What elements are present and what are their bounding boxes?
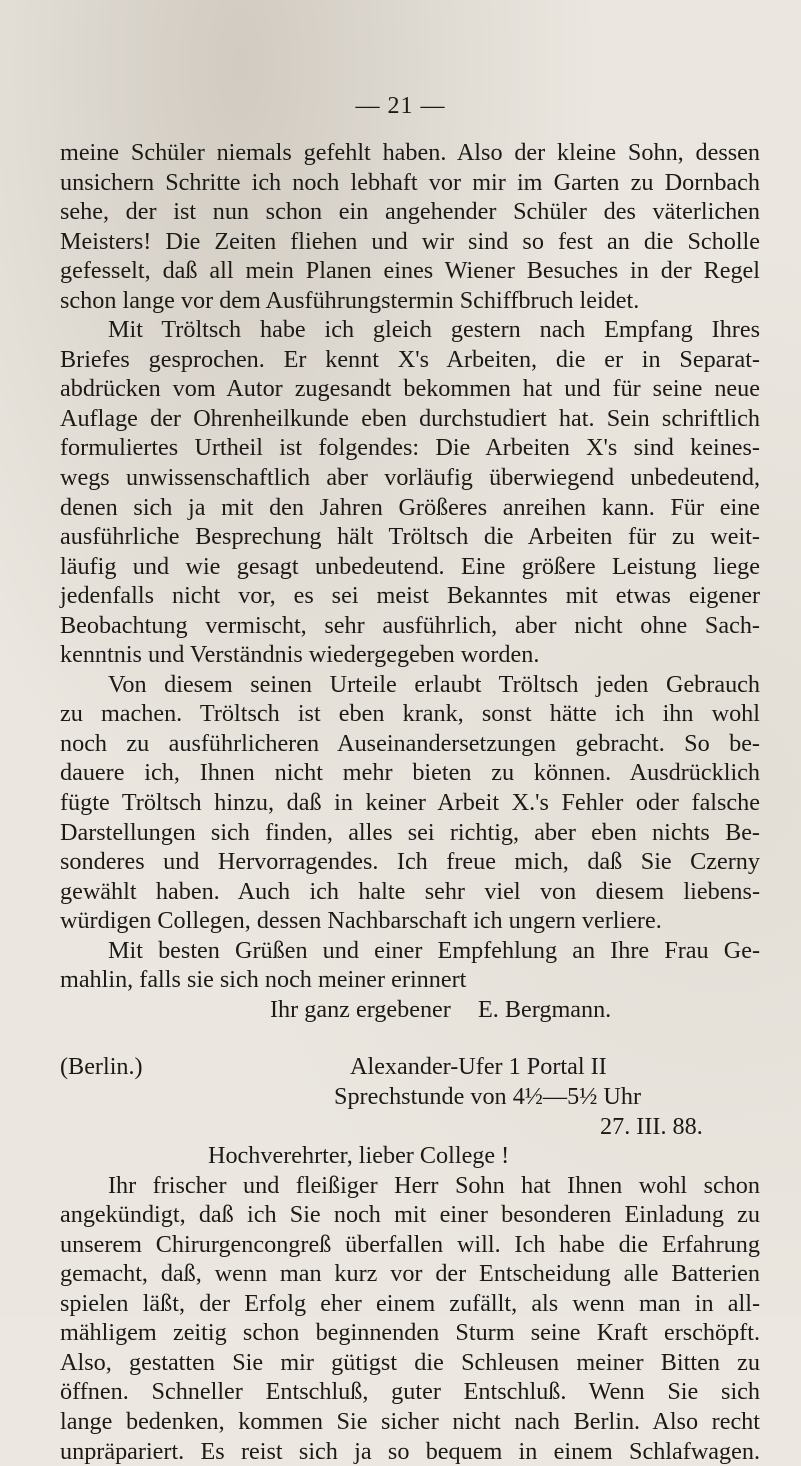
text-line: sonderes und Hervorragendes. Ich freue mich, daß Sie Czerny bbox=[60, 848, 760, 876]
header-line-2 bbox=[60, 1082, 760, 1112]
letter-text bbox=[60, 138, 760, 1466]
text-line: noch zu ausführlicheren Auseinandersetzungen gebracht. So be- bbox=[60, 729, 760, 757]
text-line: Mit besten Grüßen und einer Empfehlung an Ihre Frau Ge- bbox=[108, 936, 760, 964]
header-line-3 bbox=[60, 1112, 760, 1142]
paragraph-1 bbox=[60, 138, 760, 315]
paragraph-2 bbox=[60, 315, 760, 670]
text-line: Von diesem seinen Urteile erlaubt Tröltsch jeden Gebrauch bbox=[108, 670, 760, 698]
signature: E. Bergmann. bbox=[478, 995, 612, 1023]
text-line: unsichern Schritte ich noch lebhaft vor mir im Garten zu Dornbach bbox=[60, 168, 760, 196]
text-line: formuliertes Urtheil ist folgendes: Die Arbeiten X's sind keines- bbox=[60, 434, 760, 462]
letter-2-header bbox=[60, 1052, 760, 1170]
closing-phrase: Ihr ganz ergebener bbox=[270, 995, 451, 1023]
text-line: ausführliche Besprechung hält Tröltsch die Arbeiten für zu weit- bbox=[60, 523, 760, 551]
letter-separator bbox=[60, 1024, 760, 1052]
text-line: lange bedenken, kommen Sie sicher nicht nach Berlin. Also recht bbox=[60, 1407, 760, 1435]
text-line: würdigen Collegen, dessen Nachbarschaft ich ungern verliere. bbox=[60, 907, 662, 935]
text-line: sehe, der ist nun schon ein angehender Schüler des väterlichen bbox=[60, 198, 760, 226]
page-number: — 21 — bbox=[355, 93, 446, 119]
letter-2-body bbox=[60, 1171, 760, 1466]
letter-date: 27. III. 88. bbox=[600, 1112, 703, 1140]
salutation: Hochverehrter, lieber College ! bbox=[208, 1142, 510, 1170]
text-line: denen sich ja mit den Jahren Größeres anreihen kann. Für eine bbox=[60, 493, 760, 521]
text-line: Mit Tröltsch habe ich gleich gestern nach Empfang Ihres bbox=[108, 316, 760, 344]
text-line: mahlin, falls sie sich noch meiner erinnert bbox=[60, 966, 467, 994]
text-line: Ihr frischer und fleißiger Herr Sohn hat Ihnen wohl schon bbox=[108, 1171, 760, 1199]
text-line: gefesselt, daß all mein Planen eines Wiener Besuches in der Regel bbox=[60, 257, 760, 285]
paragraph-4 bbox=[60, 936, 760, 995]
header-line-1 bbox=[60, 1052, 760, 1082]
text-line: meine Schüler niemals gefehlt haben. Also der kleine Sohn, dessen bbox=[60, 139, 760, 166]
text-line: läufig und wie gesagt unbedeutend. Eine größere Leistung liege bbox=[60, 552, 760, 580]
city: (Berlin.) bbox=[60, 1053, 143, 1081]
text-line: fügte Tröltsch hinzu, daß in keiner Arbeit X.'s Fehler oder falsche bbox=[60, 789, 760, 817]
text-line: abdrücken vom Autor zugesandt bekommen hat und für seine neue bbox=[60, 375, 760, 403]
text-line: jedenfalls nicht vor, es sei meist Bekanntes mit etwas eigener bbox=[60, 582, 760, 610]
text-line: gewählt haben. Auch ich halte sehr viel von diesem liebens- bbox=[60, 877, 760, 905]
office-hours: Sprechstunde von 4½—5½ Uhr bbox=[334, 1082, 642, 1110]
address: Alexander-Ufer 1 Portal II bbox=[350, 1053, 607, 1081]
text-line: unpräpariert. Es reist sich ja so bequem in einem Schlafwagen. bbox=[60, 1437, 760, 1465]
text-line: kenntnis und Verständnis wiedergegeben worden. bbox=[60, 641, 540, 669]
text-line: gemacht, daß, wenn man kurz vor der Entscheidung alle Batterien bbox=[60, 1260, 760, 1288]
text-line: wegs unwissenschaftlich aber vorläufig überwiegend unbedeutend, bbox=[60, 464, 760, 492]
text-line: Also, gestatten Sie mir gütigst die Schleusen meiner Bitten zu bbox=[60, 1348, 760, 1376]
text-line: schon lange vor dem Ausführungstermin Schiffbruch leidet. bbox=[60, 286, 640, 314]
text-line: Auflage der Ohrenheilkunde eben durchstudiert hat. Sein schriftlich bbox=[60, 404, 760, 432]
text-line: Briefes gesprochen. Er kennt X's Arbeiten, die er in Separat- bbox=[60, 345, 760, 373]
text-line: öffnen. Schneller Entschluß, guter Entschluß. Wenn Sie sich bbox=[60, 1378, 760, 1406]
text-line: Meisters! Die Zeiten fliehen und wir sind so fest an die Scholle bbox=[60, 227, 760, 255]
text-line: angekündigt, daß ich Sie noch mit einer besonderen Einladung zu bbox=[60, 1201, 760, 1229]
text-line: zu machen. Tröltsch ist eben krank, sonst hätte ich ihn wohl bbox=[60, 700, 760, 728]
text-line: dauere ich, Ihnen nicht mehr bieten zu können. Ausdrücklich bbox=[60, 759, 760, 787]
text-line: unserem Chirurgencongreß überfallen will. Ich habe die Erfahrung bbox=[60, 1230, 760, 1258]
text-line: Darstellungen sich finden, alles sei richtig, aber eben nichts Be- bbox=[60, 818, 760, 846]
header-line-4 bbox=[60, 1141, 760, 1171]
text-line: mähligem zeitig schon beginnenden Sturm seine Kraft erschöpft. bbox=[60, 1319, 760, 1347]
text-line: spielen läßt, der Erfolg eher einem zufällt, als wenn man in all- bbox=[60, 1289, 760, 1317]
paragraph-3 bbox=[60, 670, 760, 936]
text-line: Beobachtung vermischt, sehr ausführlich, aber nicht ohne Sach- bbox=[60, 611, 760, 639]
closing-line bbox=[60, 995, 760, 1025]
